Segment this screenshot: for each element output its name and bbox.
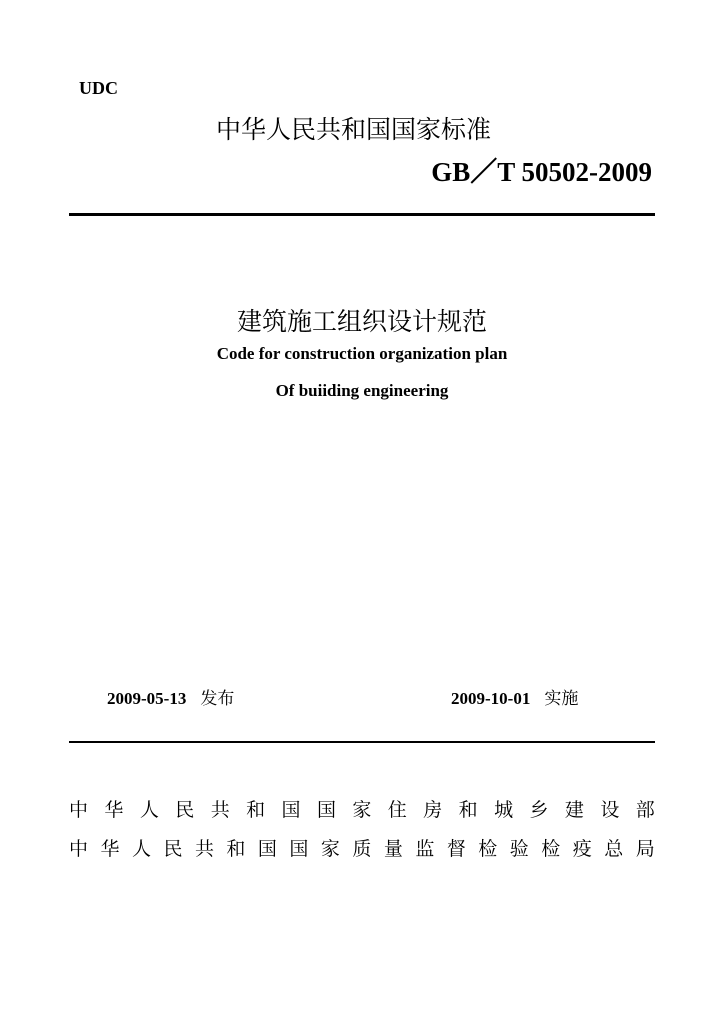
issuer-line-1-text-char: 城 <box>494 799 514 821</box>
issuer-line-2-text-char: 验 <box>509 838 529 860</box>
issuer-line-2-text-char: 国 <box>257 838 277 860</box>
release-label: 发布 <box>200 689 235 709</box>
issuer-line-2-text-char: 华 <box>100 838 120 860</box>
top-divider <box>69 213 655 216</box>
issuer-line-2-text-char: 监 <box>415 838 435 860</box>
issuer-line-2-text-char: 检 <box>541 838 561 860</box>
implement-label: 实施 <box>544 689 579 709</box>
issuer-line-2-text-char: 督 <box>446 838 466 860</box>
issuer-line-2-text-char: 和 <box>226 838 246 860</box>
issuer-line-2-text-char: 人 <box>131 838 151 860</box>
release-date-row <box>107 684 234 709</box>
issuer-line-1-text-char: 和 <box>458 799 478 821</box>
issuer-line-2-text-char: 共 <box>194 838 214 860</box>
issuer-line-1-text-char: 和 <box>246 799 266 821</box>
issuer-line-1-text-char: 共 <box>210 799 230 821</box>
implement-date-row <box>451 684 578 709</box>
issuer-line-2-text-char: 检 <box>478 838 498 860</box>
issuer-line-2-text-char: 国 <box>289 838 309 860</box>
release-date: 2009-05-13 <box>107 689 187 708</box>
issuer-line-1-text-char: 民 <box>175 799 195 821</box>
standard-number: GB／T 50502-2009 <box>431 157 652 187</box>
issuer-line-1-text-char: 国 <box>316 799 336 821</box>
issuer-line-2-text-char: 中 <box>69 838 89 860</box>
bottom-divider <box>69 741 655 743</box>
issuer-line-1-text-char: 部 <box>635 799 655 821</box>
issuer-line-1-text-char: 国 <box>281 799 301 821</box>
issuer-line-2-text-char: 量 <box>383 838 403 860</box>
document-title-english-line1: Code for construction organization plan <box>216 344 508 363</box>
issuer-line-2-text-char: 质 <box>352 838 372 860</box>
issuer-line-1-text-char: 人 <box>139 799 159 821</box>
issuer-line-2 <box>69 834 655 861</box>
implement-date: 2009-10-01 <box>451 689 531 708</box>
document-title-english-line2: Of buiiding engineering <box>275 381 449 400</box>
issuer-line-1-text-char: 中 <box>69 799 89 821</box>
issuer-line-2-text-char: 总 <box>604 838 624 860</box>
issuer-line-1-text-char: 乡 <box>529 799 549 821</box>
issuer-line-1 <box>69 795 655 822</box>
issuer-line-2-text-char: 家 <box>320 838 340 860</box>
document-title-chinese: 建筑施工组织设计规范 <box>236 307 487 336</box>
issuer-line-1-text-char: 家 <box>352 799 372 821</box>
issuer-line-1-text-char: 房 <box>423 799 443 821</box>
issuer-line-2-text-char: 局 <box>635 838 655 860</box>
issuer-line-2-text-char: 民 <box>163 838 183 860</box>
udc-label: UDC <box>79 78 118 98</box>
issuer-line-1-text-char: 华 <box>104 799 124 821</box>
national-standard-heading: 中华人民共和国国家标准 <box>216 115 492 144</box>
issuer-line-1-text-char: 住 <box>387 799 407 821</box>
issuer-line-1-text-char: 设 <box>600 799 620 821</box>
issuer-line-1-text-char: 建 <box>564 799 584 821</box>
issuer-line-2-text-char: 疫 <box>572 838 592 860</box>
